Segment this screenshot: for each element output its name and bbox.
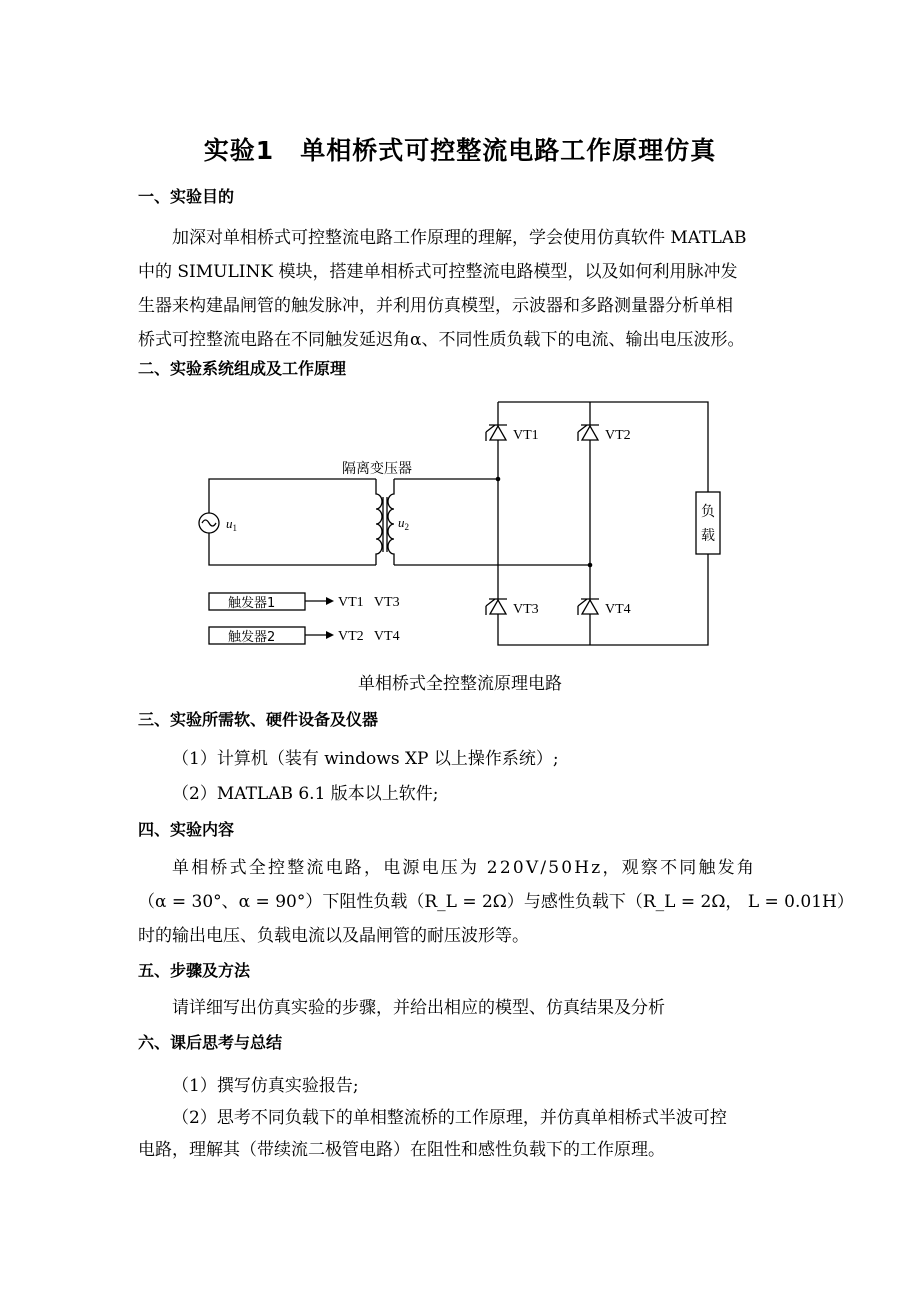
diagram-caption: 单相桥式全控整流原理电路 [358, 674, 562, 694]
load-label-bottom: 载 [701, 528, 715, 544]
thyristor-vt3-icon [486, 599, 507, 615]
load-label-top: 负 [701, 504, 715, 520]
content-paragraph [138, 851, 854, 953]
purpose-line-1: 加深对单相桥式可控整流电路工作原理的理解，学会使用仿真软件 MATLAB [172, 228, 747, 248]
vt4-label: VT4 [605, 602, 631, 617]
trigger-2-targets: VT2 VT4 [338, 629, 400, 644]
thyristor-vt4-icon [578, 599, 599, 615]
content-line-2: （α = 30°、α = 90°）下阻性负载（R_L = 2Ω）与感性负载下（R_L = 2Ω， L = 0.01H） [138, 892, 854, 912]
section-heading-equipment: 三、实验所需软、硬件设备及仪器 [138, 710, 379, 729]
section-heading-purpose: 一、实验目的 [138, 187, 235, 206]
purpose-line-3: 生器来构建晶闸管的触发脉冲，并利用仿真模型，示波器和多路测量器分析单相 [138, 296, 733, 316]
section-heading-principle: 二、实验系统组成及工作原理 [138, 359, 347, 378]
steps-text: 请详细写出仿真实验的步骤，并给出相应的模型、仿真结果及分析 [172, 998, 665, 1018]
u1-subscript: 1 [232, 523, 237, 533]
content-line-1: 单相桥式全控整流电路，电源电压为 220V/50Hz，观察不同触发角 [172, 858, 757, 878]
section-heading-steps: 五、步骤及方法 [138, 961, 251, 980]
vt2-label: VT2 [605, 428, 631, 443]
purpose-line-2: 中的 SIMULINK 模块，搭建单相桥式可控整流电路模型，以及如何利用脉冲发 [138, 262, 738, 282]
page-title: 实验1 单相桥式可控整流电路工作原理仿真 [203, 136, 717, 165]
u2-subscript: 2 [404, 522, 409, 532]
section-heading-content: 四、实验内容 [138, 820, 235, 839]
thyristor-vt1-icon [486, 425, 507, 441]
summary-item-2: （2）思考不同负载下的单相整流桥的工作原理，并仿真单相桥式半波可控 [172, 1108, 727, 1128]
trigger-2-label: 触发器2 [228, 630, 276, 645]
u1-label: u [226, 516, 233, 531]
equipment-item-1: （1）计算机（装有 windows XP 以上操作系统）; [172, 749, 559, 769]
content-line-3: 时的输出电压、负载电流以及晶闸管的耐压波形等。 [138, 926, 529, 946]
summary-item-1: （1）撰写仿真实验报告; [172, 1076, 359, 1096]
vt3-label: VT3 [513, 602, 539, 617]
svg-text:u1 [226, 516, 237, 533]
trigger-1-targets: VT1 VT3 [338, 595, 400, 610]
equipment-item-2: （2）MATLAB 6.1 版本以上软件; [172, 784, 439, 804]
thyristor-vt2-icon [578, 425, 599, 441]
svg-text:u2 [398, 515, 409, 532]
u2-label: u [398, 515, 405, 530]
vt1-label: VT1 [513, 428, 539, 443]
section-heading-summary: 六、课后思考与总结 [138, 1033, 283, 1052]
transformer-label: 隔离变压器 [342, 461, 412, 477]
purpose-line-4: 桥式可控整流电路在不同触发延迟角α、不同性质负载下的电流、输出电压波形。 [138, 330, 745, 350]
summary-item-2-continued: 电路，理解其（带续流二极管电路）在阻性和感性负载下的工作原理。 [138, 1140, 665, 1160]
trigger-1-label: 触发器1 [228, 596, 276, 611]
